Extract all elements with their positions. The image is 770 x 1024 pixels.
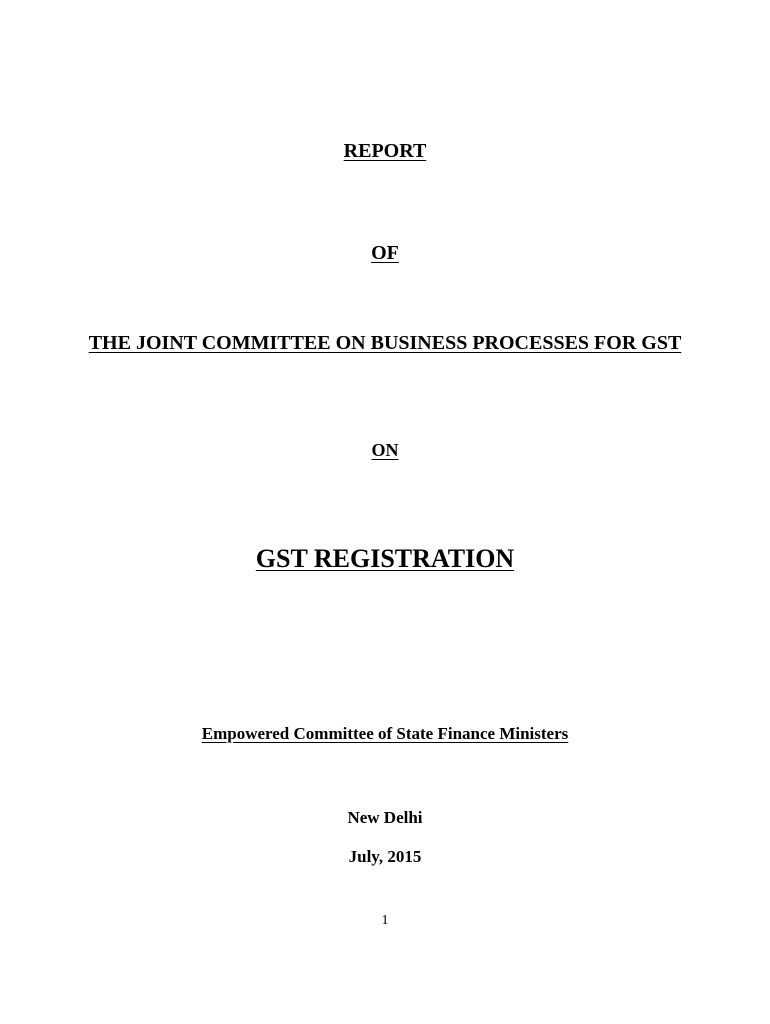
publication-date: July, 2015 — [348, 847, 422, 866]
committee-title: THE JOINT COMMITTEE ON BUSINESS PROCESSES FOR GST — [88, 332, 682, 354]
page-number: 1 — [381, 913, 389, 928]
of-heading: OF — [371, 242, 399, 264]
publication-place: New Delhi — [347, 808, 423, 827]
report-topic: GST REGISTRATION — [255, 544, 515, 573]
on-heading: ON — [371, 440, 399, 460]
issuing-body: Empowered Committee of State Finance Ministers — [201, 724, 569, 743]
report-heading: REPORT — [343, 140, 427, 162]
